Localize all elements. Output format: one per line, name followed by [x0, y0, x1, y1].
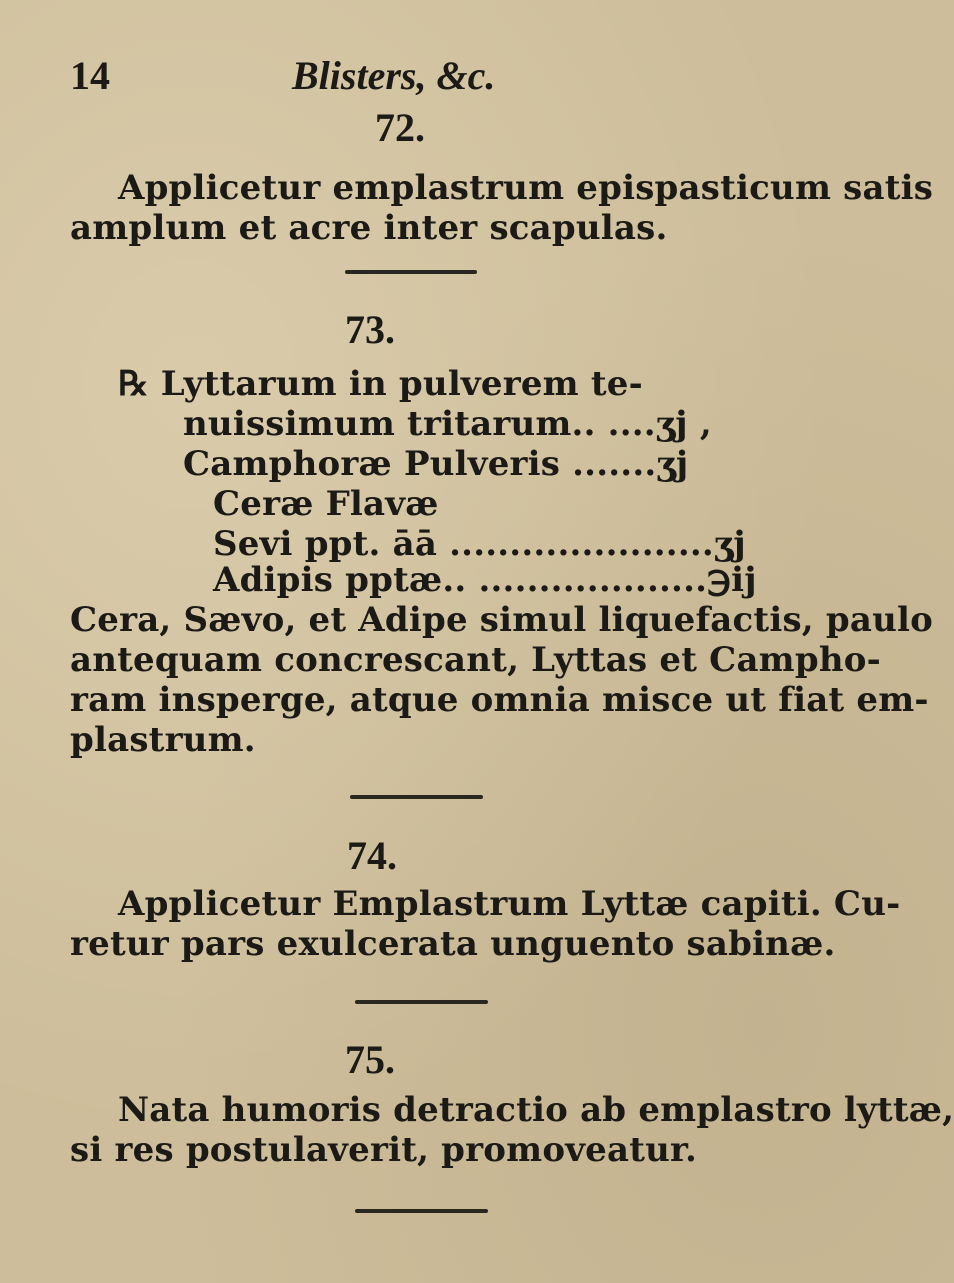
recipe-line-4: Ceræ Flavæ	[213, 484, 439, 524]
section-number-73: 73.	[345, 307, 395, 352]
section-number-74: 74.	[347, 833, 397, 878]
directions-line-2: antequam concrescant, Lyttas et Campho-	[70, 640, 881, 680]
recipe-line-6: Adipis pptæ.. ...................℈ij	[213, 560, 757, 600]
running-head: Blisters, &c.	[292, 53, 496, 98]
section-divider	[355, 1209, 488, 1213]
section-72-line-2: amplum et acre inter scapulas.	[70, 208, 668, 248]
section-74-line-2: retur pars exulcerata unguento sabinæ.	[70, 924, 836, 964]
recipe-line-1: ℞ Lyttarum in pulverem te-	[118, 364, 643, 404]
section-75-line-1: Nata humoris detractio ab emplastro lyttæ,	[118, 1090, 954, 1130]
page-header	[70, 52, 710, 102]
recipe-line-2: nuissimum tritarum.. ....ʒj ,	[183, 404, 712, 444]
page-number: 14	[70, 53, 110, 98]
section-divider	[345, 270, 477, 274]
section-divider	[350, 795, 483, 799]
section-divider	[355, 1000, 488, 1004]
section-number-72: 72.	[375, 105, 425, 150]
section-74-line-1: Applicetur Emplastrum Lyttæ capiti. Cu-	[118, 884, 901, 924]
recipe-line-5: Sevi ppt. āā ......................ʒj	[213, 524, 746, 564]
recipe-line-3: Camphoræ Pulveris .......ʒj	[183, 444, 689, 484]
directions-line-4: plastrum.	[70, 720, 256, 760]
section-number-75: 75.	[345, 1037, 395, 1082]
directions-line-1: Cera, Sævo, et Adipe simul liquefactis, paulo	[70, 600, 933, 640]
section-72-line-1: Applicetur emplastrum epispasticum satis	[118, 168, 934, 208]
section-75-line-2: si res postulaverit, promoveatur.	[70, 1130, 698, 1170]
directions-line-3: ram insperge, atque omnia misce ut fiat em-	[70, 680, 929, 720]
